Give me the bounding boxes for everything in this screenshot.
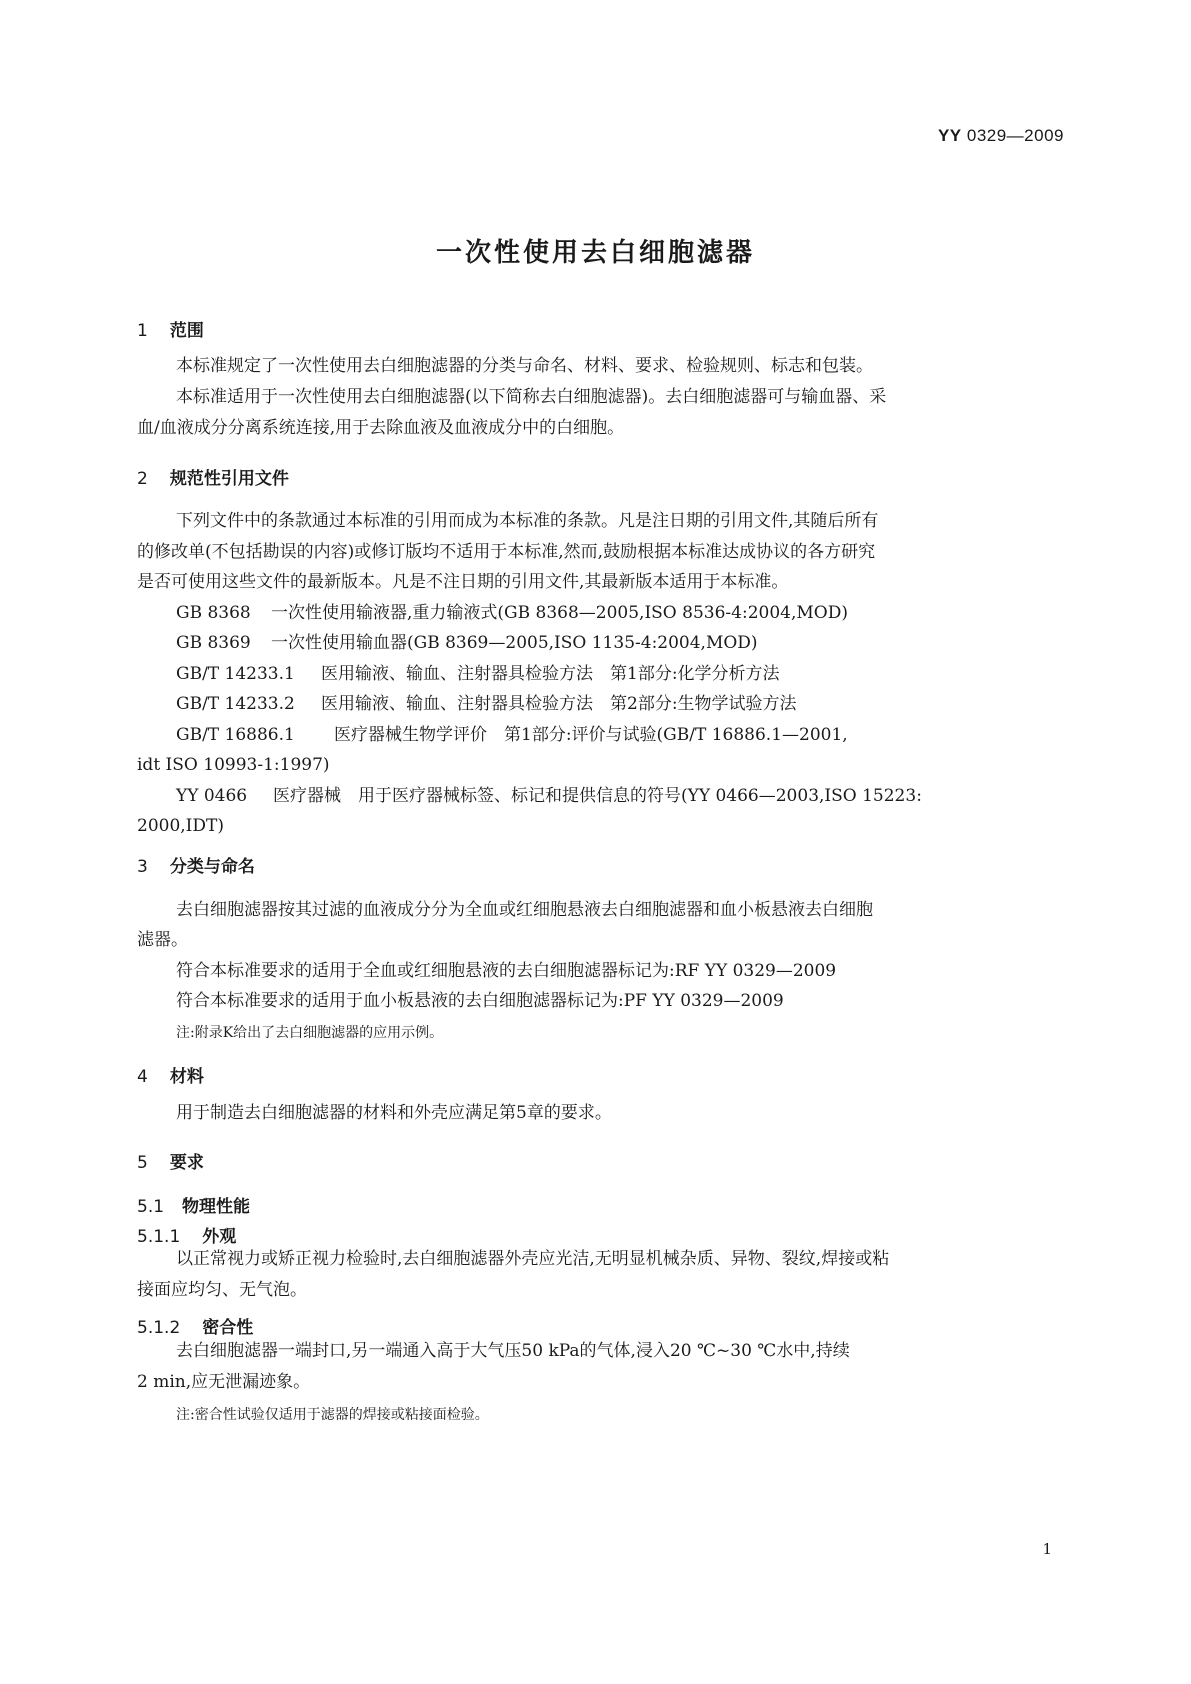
- subsection-5-1-2-paragraph-continued: 2 min,应无泄漏迹象。: [137, 1372, 311, 1392]
- section-number: 1: [137, 321, 148, 341]
- subsection-5-1-heading: [137, 1192, 250, 1217]
- reference-text: 一次性使用输液器,重力输液式(GB 8368—2005,ISO 8536-4:2004,MOD): [271, 603, 848, 623]
- reference-item: [176, 689, 797, 720]
- section-title: 规范性引用文件: [169, 469, 289, 489]
- section-1-paragraph: 本标准规定了一次性使用去白细胞滤器的分类与命名、材料、要求、检验规则、标志和包装。: [176, 356, 873, 376]
- reference-code: YY 0466: [176, 786, 248, 806]
- section-title: 分类与命名: [169, 857, 255, 877]
- section-title: 材料: [169, 1067, 204, 1087]
- reference-item: [176, 720, 848, 751]
- section-3-paragraph: 去白细胞滤器按其过滤的血液成分分为全血或红细胞悬液去白细胞滤器和血小板悬液去白细胞: [176, 900, 873, 920]
- section-3-note: 注:附录K给出了去白细胞滤器的应用示例。: [176, 1025, 444, 1041]
- standard-code-number: 0329—2009: [966, 126, 1064, 145]
- reference-code: GB/T 16886.1: [176, 725, 295, 745]
- reference-code: GB/T 14233.2: [176, 694, 295, 714]
- section-number: 4: [137, 1067, 148, 1087]
- reference-code: GB 8368: [176, 603, 251, 623]
- section-1-paragraph-continued: 血/血液成分分离系统连接,用于去除血液及血液成分中的白细胞。: [137, 418, 625, 438]
- reference-text: 医疗器械 用于医疗器械标签、标记和提供信息的符号(YY 0466—2003,ISO 15223:: [273, 786, 922, 806]
- section-number: 5: [137, 1153, 148, 1173]
- reference-text: 一次性使用输血器(GB 8369—2005,ISO 1135-4:2004,MOD): [271, 633, 758, 653]
- section-2-heading: [137, 464, 289, 489]
- reference-item: [176, 781, 922, 812]
- standard-code-prefix: YY: [937, 126, 962, 145]
- section-4-paragraph: 用于制造去白细胞滤器的材料和外壳应满足第5章的要求。: [176, 1103, 612, 1123]
- section-number: 5.1: [137, 1197, 165, 1217]
- section-title: 物理性能: [182, 1197, 251, 1217]
- subsection-5-1-2-heading: [137, 1313, 253, 1338]
- section-3-paragraph-continued: 滤器。: [137, 930, 188, 950]
- section-title: 要求: [169, 1153, 204, 1173]
- section-5-heading: [137, 1148, 204, 1173]
- reference-item-continued: 2000,IDT): [137, 816, 224, 836]
- section-number: 3: [137, 857, 148, 877]
- section-title: 范围: [169, 321, 204, 341]
- section-title: 密合性: [202, 1318, 254, 1338]
- reference-item: [176, 659, 780, 690]
- section-number: 5.1.2: [137, 1318, 181, 1338]
- section-4-heading: [137, 1062, 204, 1087]
- section-3-paragraph: 符合本标准要求的适用于全血或红细胞悬液的去白细胞滤器标记为:RF YY 0329—2009: [176, 961, 837, 981]
- section-1-heading: [137, 316, 204, 341]
- subsection-5-1-2-note: 注:密合性试验仅适用于滤器的焊接或粘接面检验。: [176, 1407, 489, 1423]
- reference-code: GB/T 14233.1: [176, 664, 295, 684]
- section-2-paragraph: 下列文件中的条款通过本标准的引用而成为本标准的条款。凡是注日期的引用文件,其随后所有: [176, 511, 879, 531]
- reference-code: GB 8369: [176, 633, 251, 653]
- section-3-paragraph: 符合本标准要求的适用于血小板悬液的去白细胞滤器标记为:PF YY 0329—2009: [176, 991, 784, 1011]
- reference-item: [176, 598, 848, 629]
- section-title: 外观: [202, 1227, 237, 1247]
- standard-code: [938, 126, 1064, 146]
- section-3-heading: [137, 852, 255, 877]
- subsection-5-1-1-paragraph-continued: 接面应均匀、无气泡。: [137, 1280, 307, 1300]
- reference-text: 医用输液、输血、注射器具检验方法 第2部分:生物学试验方法: [321, 694, 797, 714]
- section-2-paragraph-continued: 是否可使用这些文件的最新版本。凡是不注日期的引用文件,其最新版本适用于本标准。: [137, 572, 789, 592]
- page-number: 1: [1042, 1540, 1052, 1558]
- section-number: 2: [137, 469, 148, 489]
- section-2-paragraph-continued: 的修改单(不包括勘误的内容)或修订版均不适用于本标准,然而,鼓励根据本标准达成协议的各方研究: [137, 542, 876, 562]
- reference-item-continued: idt ISO 10993-1:1997): [137, 755, 330, 775]
- reference-text: 医疗器械生物学评价 第1部分:评价与试验(GB/T 16886.1—2001,: [334, 725, 848, 745]
- subsection-5-1-1-paragraph: 以正常视力或矫正视力检验时,去白细胞滤器外壳应光洁,无明显机械杂质、异物、裂纹,焊接或粘: [176, 1249, 890, 1269]
- section-1-paragraph: 本标准适用于一次性使用去白细胞滤器(以下简称去白细胞滤器)。去白细胞滤器可与输血器、采: [176, 387, 887, 407]
- reference-item: [176, 628, 758, 659]
- document-title: 一次性使用去白细胞滤器: [435, 238, 755, 268]
- reference-text: 医用输液、输血、注射器具检验方法 第1部分:化学分析方法: [321, 664, 780, 684]
- subsection-5-1-2-paragraph: 去白细胞滤器一端封口,另一端通入高于大气压50 kPa的气体,浸入20 ℃~30 ℃水中,持续: [176, 1341, 850, 1361]
- section-number: 5.1.1: [137, 1227, 181, 1247]
